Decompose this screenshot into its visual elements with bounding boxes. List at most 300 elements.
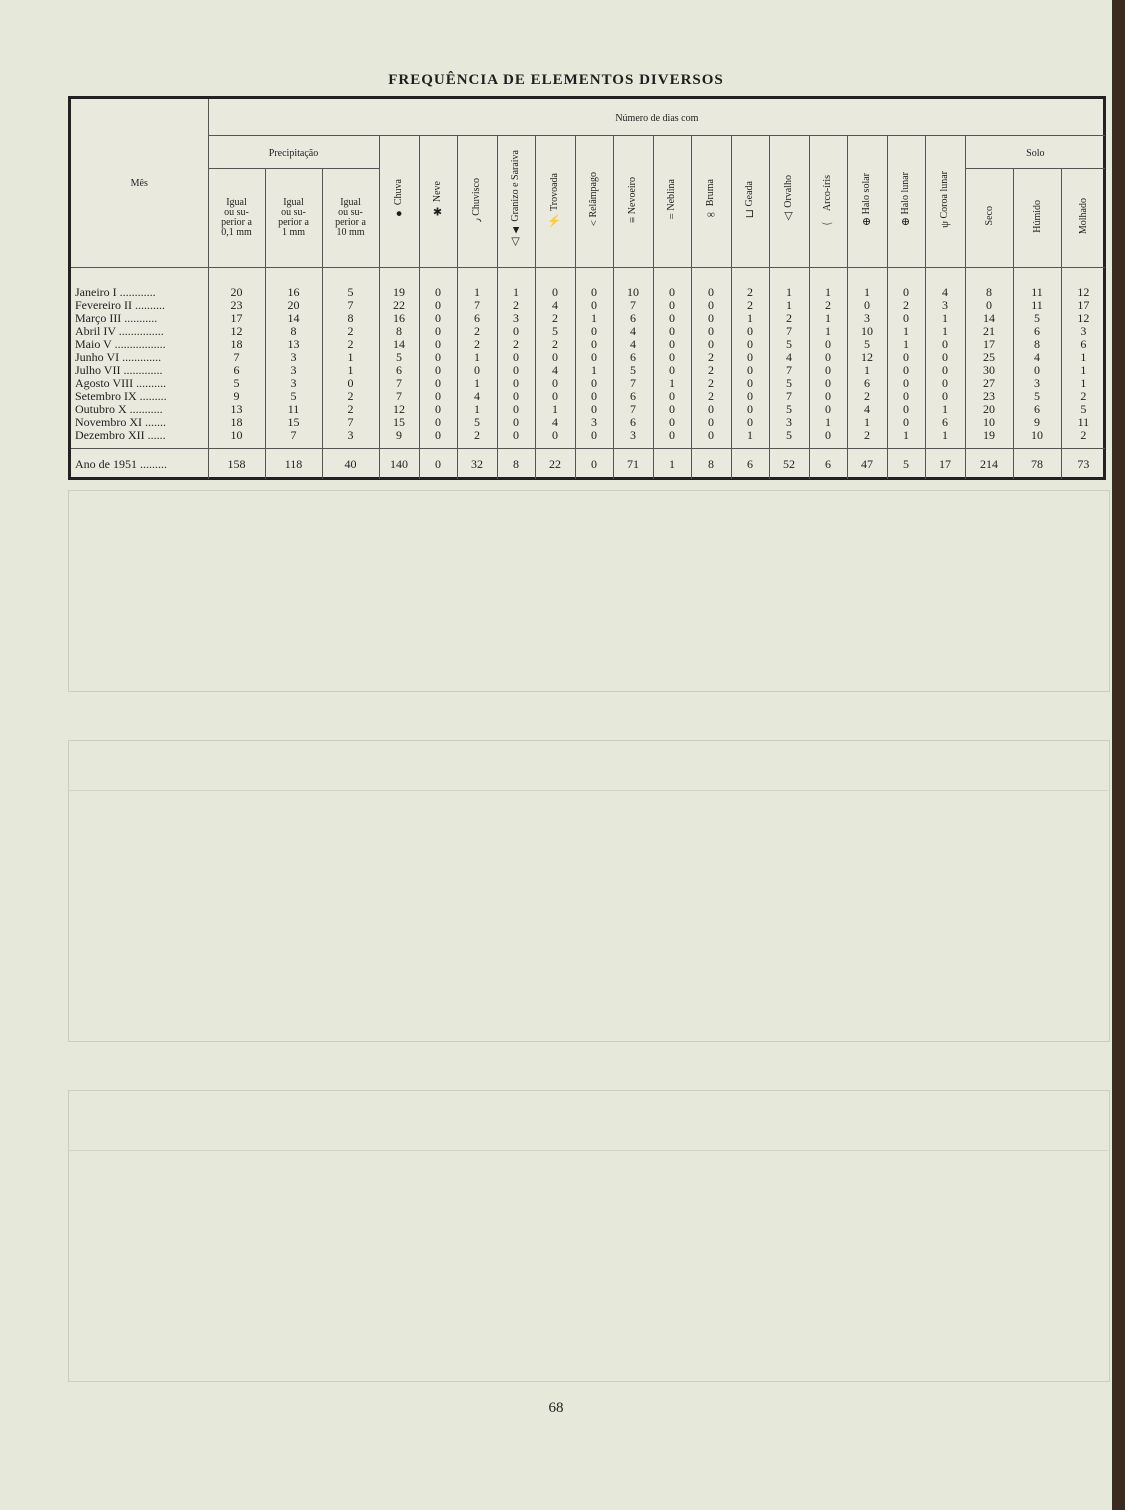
table-cell: 0 <box>419 338 457 351</box>
frequency-table-frame <box>68 96 1106 480</box>
table-cell: 2 <box>691 351 731 364</box>
table-cell: 3 <box>613 429 653 442</box>
page-number: 68 <box>548 1400 564 1416</box>
table-cell: 23 <box>208 299 265 312</box>
table-cell: 2 <box>457 429 497 442</box>
table-cell: 5 <box>208 377 265 390</box>
table-cell: 2 <box>691 364 731 377</box>
table-row <box>71 351 1105 364</box>
table-cell: 1 <box>457 403 497 416</box>
table-cell: 1 <box>887 325 925 338</box>
table-cell: 10 <box>208 429 265 442</box>
table-cell: 20 <box>965 403 1013 416</box>
table-cell: 16 <box>265 268 322 300</box>
precip-header-1mm: Igual ou su- perior a 1 mm <box>265 169 322 268</box>
table-cell: 0 <box>497 390 535 403</box>
weather-symbol-icon: ✱ <box>432 204 444 218</box>
month-label: Outubro X ........... <box>75 403 163 416</box>
table-cell: 9 <box>1013 416 1061 429</box>
table-cell: 0 <box>809 403 847 416</box>
ghost-table-1 <box>68 490 1110 692</box>
weather-symbol-icon: ⊕ <box>900 217 912 227</box>
table-cell: 0 <box>887 377 925 390</box>
table-cell: 11 <box>265 403 322 416</box>
phenomenon-header-arco-iris <box>809 136 847 268</box>
table-cell: 0 <box>731 390 769 403</box>
table-cell: 13 <box>265 338 322 351</box>
table-cell: 0 <box>575 403 613 416</box>
table-cell: 6 <box>925 416 965 429</box>
table-cell: 6 <box>457 312 497 325</box>
table-cell: 8 <box>1013 338 1061 351</box>
table-cell: 3 <box>1061 325 1105 338</box>
table-cell: 3 <box>575 416 613 429</box>
month-rows <box>71 268 1105 449</box>
table-cell: 3 <box>925 299 965 312</box>
table-cell: 2 <box>809 299 847 312</box>
table-cell: 0 <box>809 351 847 364</box>
table-cell: 2 <box>322 338 379 351</box>
table-cell: 14 <box>965 312 1013 325</box>
table-cell: 0 <box>575 377 613 390</box>
table-cell: 2 <box>457 338 497 351</box>
month-label: Fevereiro II .......... <box>75 299 165 312</box>
phenomenon-label: Halo solar <box>861 172 872 215</box>
table-cell: 1 <box>925 403 965 416</box>
table-cell: 6 <box>613 416 653 429</box>
table-cell: 14 <box>379 338 419 351</box>
table-cell: 5 <box>1013 390 1061 403</box>
table-cell: 3 <box>265 351 322 364</box>
table-cell: 20 <box>208 268 265 300</box>
table-cell: 0 <box>887 390 925 403</box>
table-row <box>71 364 1105 377</box>
table-cell: 13 <box>208 403 265 416</box>
table-cell: 5 <box>535 325 575 338</box>
table-cell: 0 <box>847 299 887 312</box>
soil-header-seco: Seco <box>965 169 1013 268</box>
table-cell: 3 <box>847 312 887 325</box>
phenomenon-header-chuva <box>379 136 419 268</box>
table-cell: 1 <box>457 268 497 300</box>
table-cell: 8 <box>322 312 379 325</box>
total-cell: 1 <box>653 449 691 480</box>
table-cell: 5 <box>769 403 809 416</box>
table-row <box>71 377 1105 390</box>
table-cell: 0 <box>809 364 847 377</box>
total-cell: 22 <box>535 449 575 480</box>
table-cell: 17 <box>1061 299 1105 312</box>
table-cell: 1 <box>535 403 575 416</box>
total-cell: 0 <box>575 449 613 480</box>
table-cell: 0 <box>535 390 575 403</box>
table-cell: 1 <box>731 429 769 442</box>
soil-header-humido: Húmido <box>1013 169 1061 268</box>
total-rows <box>71 449 1105 480</box>
table-row <box>71 312 1105 325</box>
table-cell: 19 <box>965 429 1013 442</box>
table-cell: 7 <box>208 351 265 364</box>
table-cell: 22 <box>379 299 419 312</box>
table-cell: 10 <box>1013 429 1061 442</box>
table-cell: 18 <box>208 416 265 429</box>
table-cell: 6 <box>208 364 265 377</box>
table-cell: 1 <box>769 299 809 312</box>
table-cell: 0 <box>731 377 769 390</box>
table-cell: 2 <box>497 338 535 351</box>
table-cell: 0 <box>887 351 925 364</box>
phenomenon-label: Orvalho <box>783 175 794 209</box>
month-label: Agosto VIII .......... <box>75 377 167 390</box>
table-cell: 0 <box>731 338 769 351</box>
table-cell: 3 <box>265 364 322 377</box>
weather-symbol-icon: ⊕ <box>861 216 873 227</box>
book-edge <box>1112 0 1125 1510</box>
table-cell: 11 <box>1061 416 1105 429</box>
table-cell: 17 <box>965 338 1013 351</box>
table-cell: 0 <box>653 299 691 312</box>
table-cell: 25 <box>965 351 1013 364</box>
phenomenon-header-relampago <box>575 136 613 268</box>
phenomenon-label: Relâmpago <box>588 172 599 218</box>
month-header: Mês <box>71 99 208 268</box>
month-label: Junho VI ............. <box>75 351 162 364</box>
table-cell: 0 <box>887 268 925 300</box>
table-cell: 0 <box>691 338 731 351</box>
table-cell: 6 <box>1061 338 1105 351</box>
weather-symbol-icon: ≡ <box>627 216 639 223</box>
table-cell: 23 <box>965 390 1013 403</box>
table-cell: 1 <box>809 416 847 429</box>
table-cell: 0 <box>419 364 457 377</box>
table-cell: 2 <box>322 403 379 416</box>
table-cell: 5 <box>379 351 419 364</box>
table-cell: 2 <box>731 268 769 300</box>
table-cell: 0 <box>457 364 497 377</box>
table-cell: 1 <box>731 312 769 325</box>
table-cell: 7 <box>613 403 653 416</box>
table-cell: 0 <box>575 429 613 442</box>
table-cell: 0 <box>653 416 691 429</box>
table-cell: 0 <box>419 351 457 364</box>
table-cell: 0 <box>497 416 535 429</box>
table-cell: 1 <box>847 416 887 429</box>
table-cell: 16 <box>379 312 419 325</box>
ghost-table-2 <box>68 740 1110 1042</box>
table-row <box>71 299 1105 312</box>
table-cell: 7 <box>379 377 419 390</box>
table-cell: 0 <box>809 429 847 442</box>
table-cell: 0 <box>925 338 965 351</box>
table-cell: 3 <box>1013 377 1061 390</box>
weather-symbol-icon: ∞ <box>705 208 717 221</box>
table-cell: 2 <box>1061 390 1105 403</box>
table-cell: 4 <box>535 299 575 312</box>
weather-symbol-icon: ٫ <box>471 217 483 222</box>
table-cell: 0 <box>535 429 575 442</box>
table-cell: 10 <box>847 325 887 338</box>
table-cell: 0 <box>575 390 613 403</box>
weather-symbol-icon: ⚡ <box>549 213 561 227</box>
table-cell: 0 <box>925 377 965 390</box>
table-cell: 1 <box>847 364 887 377</box>
total-cell: 214 <box>965 449 1013 480</box>
table-cell: 5 <box>613 364 653 377</box>
table-row <box>71 403 1105 416</box>
weather-symbol-icon: △ <box>783 210 795 224</box>
table-cell: 1 <box>925 429 965 442</box>
table-cell: 4 <box>847 403 887 416</box>
table-cell: 0 <box>1013 364 1061 377</box>
table-cell: 5 <box>457 416 497 429</box>
precip-header-10mm: Igual ou su- perior a 10 mm <box>322 169 379 268</box>
table-cell: 27 <box>965 377 1013 390</box>
table-row <box>71 338 1105 351</box>
phenomenon-header-neve <box>419 136 457 268</box>
table-cell: 30 <box>965 364 1013 377</box>
table-cell: 4 <box>769 351 809 364</box>
table-cell: 0 <box>691 403 731 416</box>
table-cell: 2 <box>535 312 575 325</box>
table-cell: 5 <box>769 429 809 442</box>
total-cell: 5 <box>887 449 925 480</box>
table-cell: 4 <box>925 268 965 300</box>
table-cell: 0 <box>965 299 1013 312</box>
month-label: Julho VII ............. <box>75 364 163 377</box>
table-cell: 0 <box>925 390 965 403</box>
table-cell: 6 <box>613 390 653 403</box>
total-cell: 118 <box>265 449 322 480</box>
total-cell: 6 <box>809 449 847 480</box>
phenomenon-header-nevoeiro <box>613 136 653 268</box>
table-cell: 1 <box>1061 364 1105 377</box>
weather-symbol-icon: ⌒ <box>822 213 834 225</box>
table-cell: 8 <box>379 325 419 338</box>
table-cell: 0 <box>809 377 847 390</box>
table-cell: 0 <box>731 325 769 338</box>
table-cell: 21 <box>965 325 1013 338</box>
month-label: Março III ........... <box>75 312 158 325</box>
table-cell: 0 <box>691 268 731 300</box>
table-cell: 4 <box>1013 351 1061 364</box>
table-cell: 15 <box>265 416 322 429</box>
table-cell: 0 <box>691 312 731 325</box>
frequency-table <box>71 99 1105 479</box>
table-cell: 1 <box>809 312 847 325</box>
month-label: Maio V ................. <box>75 338 166 351</box>
table-cell: 3 <box>265 377 322 390</box>
phenomenon-header-granizo <box>497 136 535 268</box>
table-cell: 1 <box>575 364 613 377</box>
table-cell: 0 <box>497 377 535 390</box>
table-cell: 0 <box>691 429 731 442</box>
phenomenon-label: Coroa lunar <box>939 171 950 219</box>
table-cell: 7 <box>613 377 653 390</box>
table-cell: 6 <box>847 377 887 390</box>
table-cell: 0 <box>653 351 691 364</box>
table-row <box>71 416 1105 429</box>
table-cell: 0 <box>653 390 691 403</box>
table-cell: 0 <box>731 416 769 429</box>
table-cell: 5 <box>1013 312 1061 325</box>
table-cell: 7 <box>322 416 379 429</box>
table-cell: 1 <box>809 325 847 338</box>
total-cell: 40 <box>322 449 379 480</box>
table-cell: 1 <box>1061 377 1105 390</box>
month-label: Abril IV ............... <box>75 325 164 338</box>
phenomenon-label: Nevoeiro <box>627 176 638 214</box>
weather-symbol-icon: < <box>588 220 600 227</box>
table-cell: 0 <box>809 338 847 351</box>
table-cell: 0 <box>419 325 457 338</box>
table-cell: 0 <box>691 299 731 312</box>
table-cell: 12 <box>1061 268 1105 300</box>
table-cell: 8 <box>965 268 1013 300</box>
table-cell: 0 <box>419 312 457 325</box>
table-cell: 1 <box>457 351 497 364</box>
table-cell: 0 <box>535 351 575 364</box>
total-cell: 17 <box>925 449 965 480</box>
table-cell: 1 <box>322 364 379 377</box>
table-cell: 0 <box>497 403 535 416</box>
ghost-rule <box>68 790 1108 791</box>
table-cell: 0 <box>653 312 691 325</box>
table-cell: 9 <box>208 390 265 403</box>
page-title: FREQUÊNCIA DE ELEMENTOS DIVERSOS <box>388 72 724 88</box>
table-cell: 12 <box>847 351 887 364</box>
table-cell: 0 <box>419 299 457 312</box>
month-label: Setembro IX ......... <box>75 390 167 403</box>
table-cell: 0 <box>535 268 575 300</box>
table-cell: 6 <box>1013 403 1061 416</box>
phenomenon-label: Arco-íris <box>822 174 833 211</box>
table-cell: 0 <box>497 325 535 338</box>
table-cell: 7 <box>769 325 809 338</box>
table-cell: 6 <box>613 351 653 364</box>
table-cell: 4 <box>613 325 653 338</box>
table-cell: 1 <box>847 268 887 300</box>
table-cell: 0 <box>575 268 613 300</box>
phenomenon-header-trovoada <box>535 136 575 268</box>
show-through-background <box>68 490 1108 1390</box>
table-cell: 0 <box>691 416 731 429</box>
phenomenon-header-orvalho <box>769 136 809 268</box>
total-cell: 6 <box>731 449 769 480</box>
phenomenon-header-bruma <box>691 136 731 268</box>
table-cell: 7 <box>769 390 809 403</box>
table-cell: 1 <box>322 351 379 364</box>
table-cell: 0 <box>419 403 457 416</box>
table-cell: 0 <box>887 312 925 325</box>
table-cell: 3 <box>497 312 535 325</box>
phenomenon-label: Neblina <box>666 179 677 211</box>
table-cell: 14 <box>265 312 322 325</box>
total-row <box>71 449 1105 480</box>
table-cell: 1 <box>457 377 497 390</box>
phenomenon-label: Trovoada <box>549 172 560 211</box>
table-cell: 0 <box>497 364 535 377</box>
table-cell: 10 <box>613 268 653 300</box>
table-cell: 10 <box>965 416 1013 429</box>
month-label: Dezembro XII ...... <box>75 429 166 442</box>
weather-symbol-icon: = <box>666 213 678 220</box>
table-row <box>71 429 1105 442</box>
table-cell: 1 <box>653 377 691 390</box>
table-cell: 0 <box>575 351 613 364</box>
total-cell: 8 <box>691 449 731 480</box>
table-cell: 7 <box>322 299 379 312</box>
table-cell: 18 <box>208 338 265 351</box>
table-cell: 0 <box>653 429 691 442</box>
table-cell: 0 <box>731 403 769 416</box>
table-cell: 0 <box>419 377 457 390</box>
table-cell: 4 <box>613 338 653 351</box>
phenomenon-label: Geada <box>744 180 755 207</box>
table-cell: 7 <box>457 299 497 312</box>
table-cell: 2 <box>535 338 575 351</box>
table-cell: 12 <box>208 325 265 338</box>
ghost-rule <box>68 1150 1108 1151</box>
table-cell: 7 <box>769 364 809 377</box>
table-cell: 0 <box>322 377 379 390</box>
phenomenon-header-halo-solar <box>847 136 887 268</box>
table-cell: 1 <box>887 338 925 351</box>
table-cell: 0 <box>925 351 965 364</box>
table-cell: 2 <box>497 299 535 312</box>
phenomenon-label: Bruma <box>705 178 716 206</box>
table-cell: 0 <box>731 364 769 377</box>
table-cell: 7 <box>265 429 322 442</box>
table-cell: 0 <box>653 325 691 338</box>
table-cell: 0 <box>419 429 457 442</box>
table-cell: 3 <box>322 429 379 442</box>
table-cell: 0 <box>535 377 575 390</box>
table-cell: 6 <box>379 364 419 377</box>
table-cell: 2 <box>691 377 731 390</box>
total-cell: 73 <box>1061 449 1105 480</box>
table-cell: 0 <box>653 268 691 300</box>
total-cell: 71 <box>613 449 653 480</box>
table-cell: 5 <box>1061 403 1105 416</box>
table-cell: 2 <box>691 390 731 403</box>
table-cell: 0 <box>925 364 965 377</box>
table-row <box>71 268 1105 300</box>
table-cell: 0 <box>497 429 535 442</box>
table-cell: 4 <box>535 416 575 429</box>
table-cell: 9 <box>379 429 419 442</box>
table-cell: 0 <box>887 416 925 429</box>
phenomenon-label: Neve <box>432 181 443 203</box>
total-cell: 8 <box>497 449 535 480</box>
table-cell: 0 <box>809 390 847 403</box>
table-cell: 11 <box>1013 268 1061 300</box>
total-label: Ano de 1951 ......... <box>71 449 208 480</box>
table-cell: 1 <box>497 268 535 300</box>
table-cell: 2 <box>731 299 769 312</box>
table-cell: 2 <box>322 390 379 403</box>
table-cell: 1 <box>1061 351 1105 364</box>
table-cell: 0 <box>653 403 691 416</box>
month-label: Janeiro I ............ <box>75 285 156 299</box>
table-cell: 15 <box>379 416 419 429</box>
table-cell: 0 <box>419 390 457 403</box>
total-cell: 52 <box>769 449 809 480</box>
table-cell: 2 <box>322 325 379 338</box>
phenomenon-header-neblina <box>653 136 691 268</box>
phenomenon-label: Chuva <box>393 179 404 206</box>
table-cell: 0 <box>575 325 613 338</box>
table-row <box>71 325 1105 338</box>
